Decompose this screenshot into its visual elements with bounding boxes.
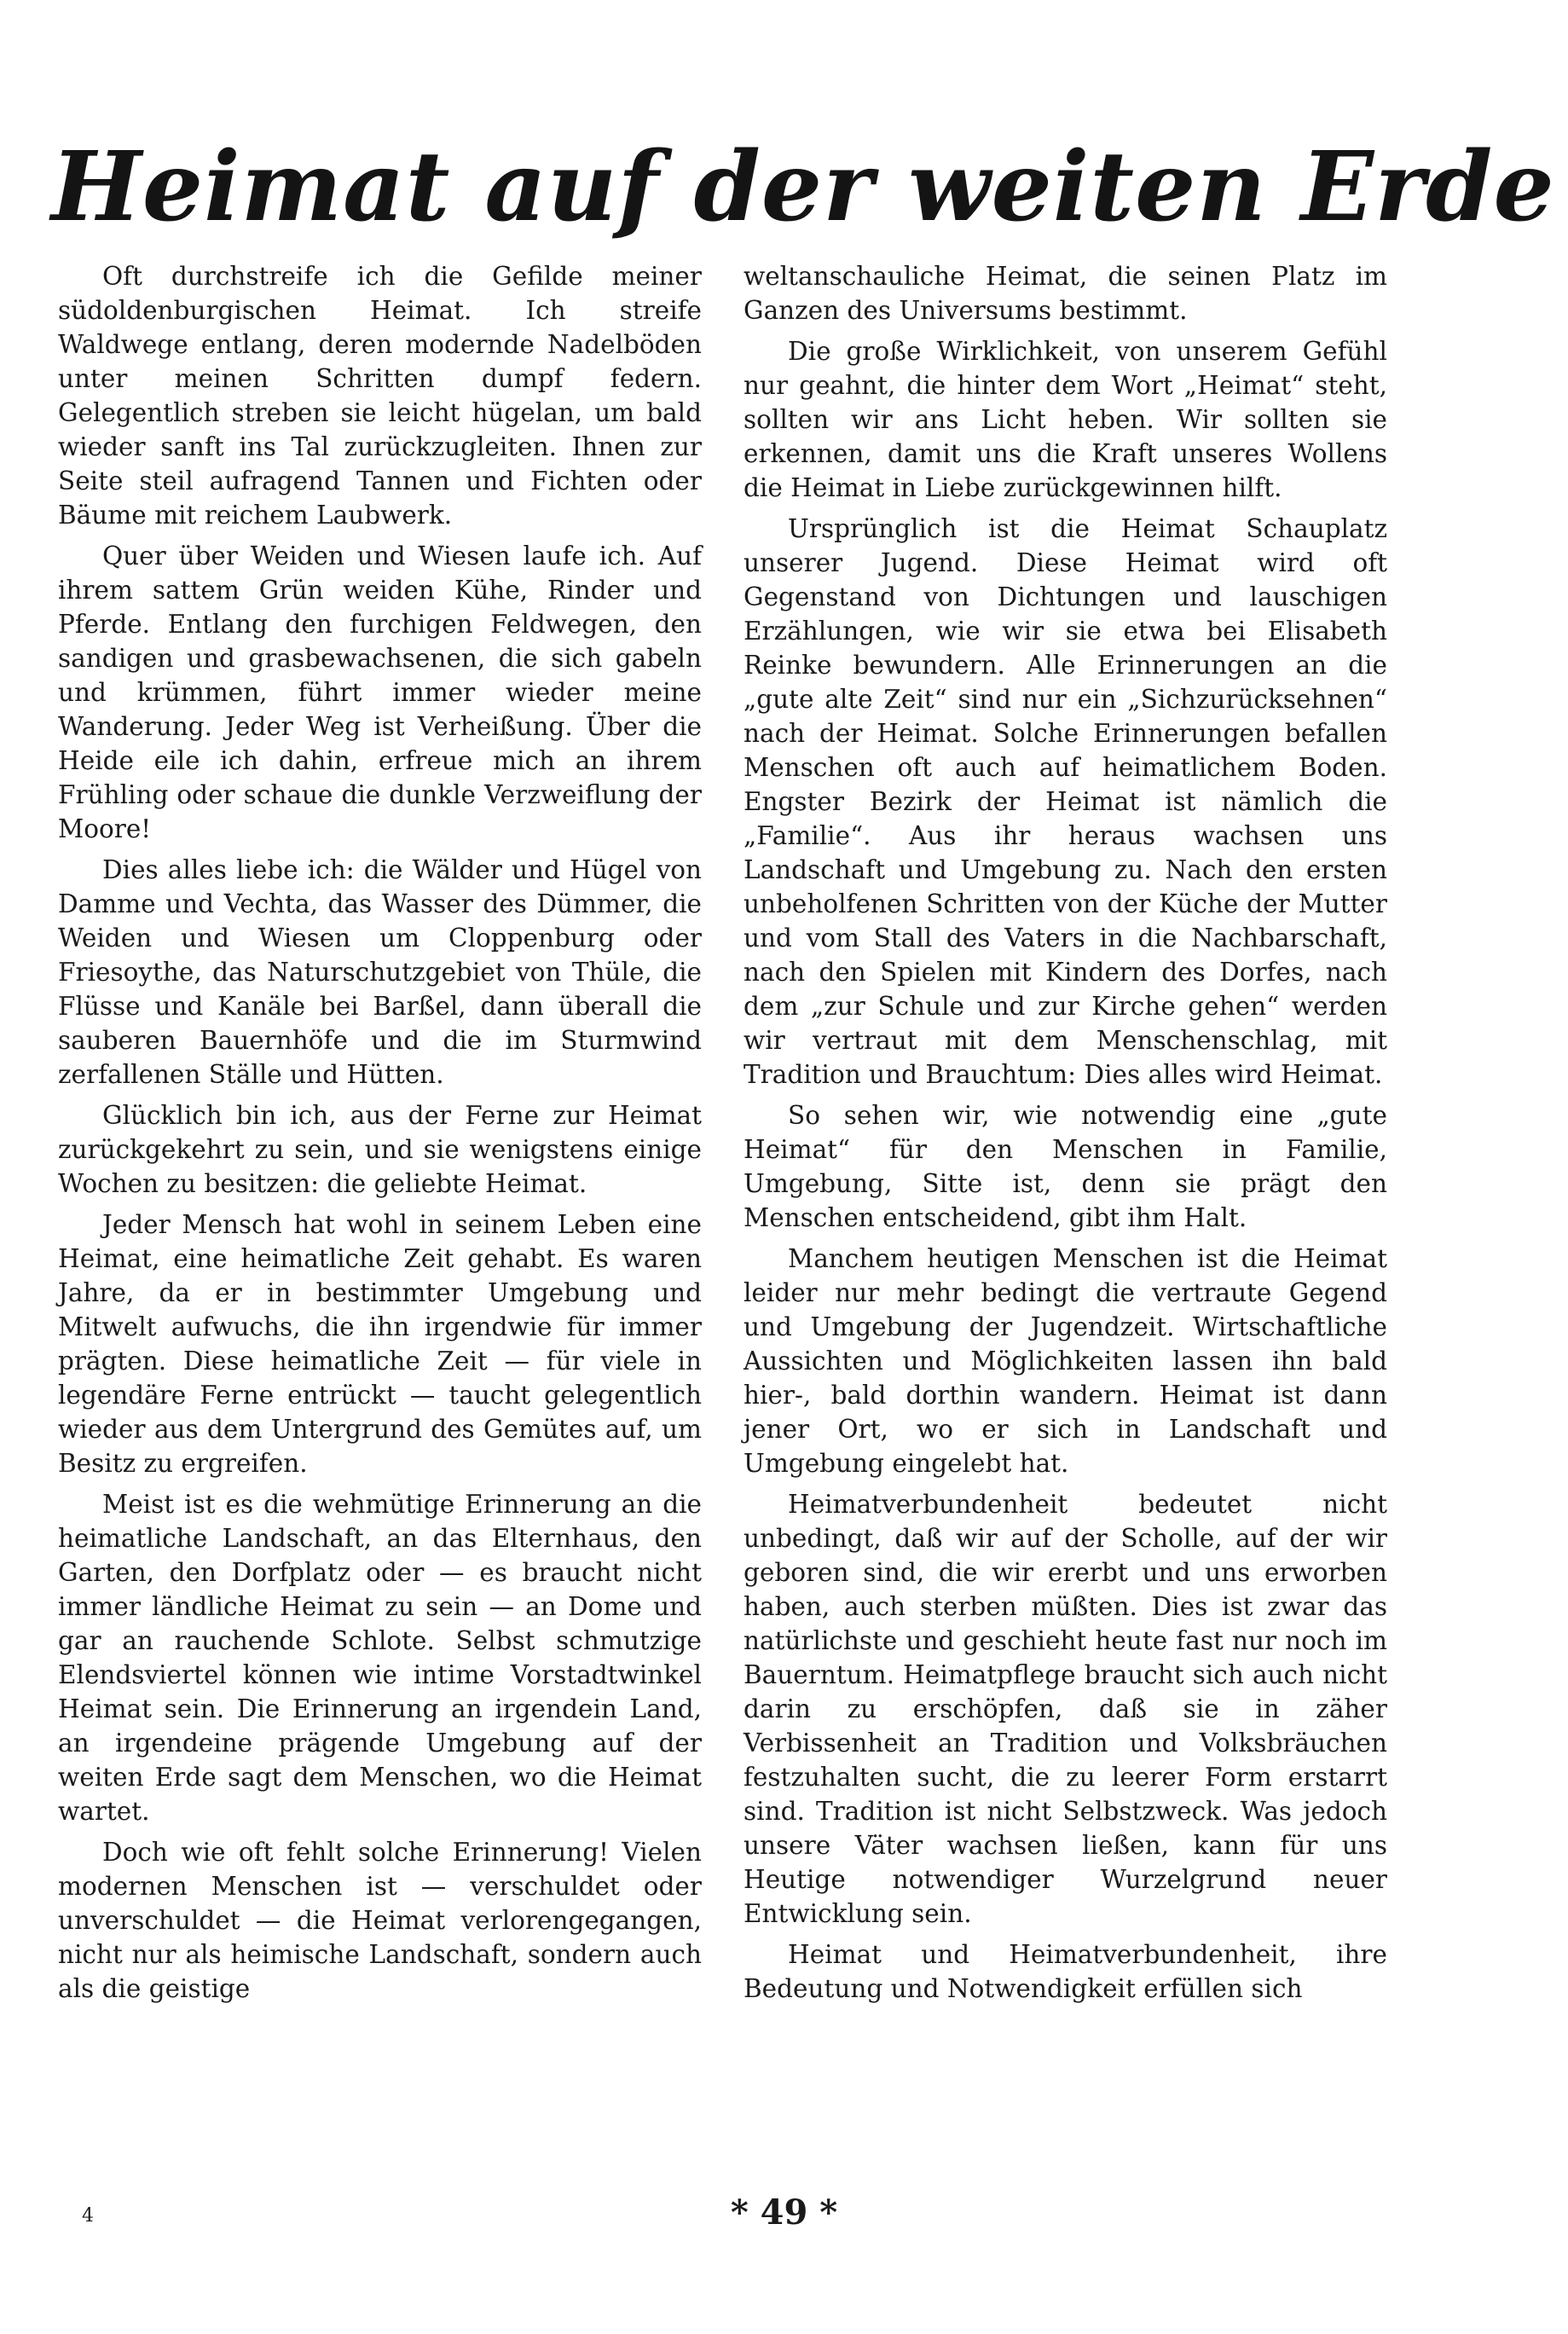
page-mark: 4 xyxy=(82,2205,94,2227)
paragraph: Dies alles liebe ich: die Wälder und Hügel von Damme und Vechta, das Wasser des Dümmer, die Weiden und Wiesen um Cloppenburg oder Friesoythe, das Naturschutzgebiet von Thüle, die Flüsse und Kanäle bei Barßel, dann überall die sauberen Bauernhöfe und die im Sturmwind zerfallenen Ställe und Hütten. xyxy=(58,855,702,1089)
paragraph: Doch wie oft fehlt solche Erinnerung! Vielen modernen Menschen ist — verschuldet oder unverschuldet — die Heimat verlorengegangen, nicht nur als heimische Landschaft, sondern auch als die geistige xyxy=(58,1838,702,2003)
right-column xyxy=(743,259,1387,2013)
paragraph: Manchem heutigen Menschen ist die Heimat leider nur mehr bedingt die vertraute Gegend und Umgebung der Jugendzeit. Wirtschaftliche Aussichten und Möglichkeiten lassen ihn bald hier-, bald dorthin wandern. Heimat ist dann jener Ort, wo er sich in Landschaft und Umgebung eingelebt hat. xyxy=(743,1244,1387,1478)
paragraph: Heimatverbundenheit bedeutet nicht unbedingt, daß wir auf der Scholle, auf der wir geboren sind, die wir ererbt und uns erworben haben, auch sterben müßten. Dies ist zwar das natürlichste und geschieht heute fast nur noch im Bauerntum. Heimatpflege braucht sich auch nicht darin zu erschöpfen, daß sie in zäher Verbissenheit an Tradition und Volksbräuchen festzuhalten sucht, die zu leerer Form erstarrt sind. Tradition ist nicht Selbstzweck. Was jedoch unsere Väter wachsen ließen, kann für uns Heutige notwendiger Wurzelgrund neuer Entwicklung sein. xyxy=(743,1490,1387,1928)
paragraph: Jeder Mensch hat wohl in seinem Leben eine Heimat, eine heimatliche Zeit gehabt. Es waren Jahre, da er in bestimmter Umgebung und Mitwelt aufwuchs, die ihn irgendwie für immer prägten. Diese heimatliche Zeit — für viele in legendäre Ferne entrückt — taucht gelegentlich wieder aus dem Untergrund des Gemütes auf, um Besitz zu ergreifen. xyxy=(58,1210,702,1478)
paragraph: Die große Wirklichkeit, von unserem Gefühl nur geahnt, die hinter dem Wort „Heimat“ steht, sollten wir ans Licht heben. Wir sollten sie erkennen, damit uns die Kraft unseres Wollens die Heimat in Liebe zurückgewinnen hilft. xyxy=(743,337,1387,502)
paragraph: Heimat und Heimatverbundenheit, ihre Bedeutung und Notwendigkeit erfüllen sich xyxy=(743,1940,1387,2003)
paragraph: Meist ist es die wehmütige Erinnerung an die heimatliche Landschaft, an das Elternhaus, den Garten, den Dorfplatz oder — es braucht nicht immer ländliche Heimat zu sein — an Dome und gar an rauchende Schlote. Selbst schmutzige Elendsviertel können wie intime Vorstadtwinkel Heimat sein. Die Erinnerung an irgendein Land, an irgendeine prägende Umgebung auf der weiten Erde sagt dem Menschen, wo die Heimat wartet. xyxy=(58,1490,702,1826)
left-column xyxy=(58,259,702,2013)
paragraph: Quer über Weiden und Wiesen laufe ich. Auf ihrem sattem Grün weiden Kühe, Rinder und Pferde. Entlang den furchigen Feldwegen, den sandigen und grasbewachsenen, die sich gabeln und krümmen, führt immer wieder meine Wanderung. Jeder Weg ist Verheißung. Über die Heide eile ich dahin, erfreue mich an ihrem Frühling oder schaue die dunkle Verzweiflung der Moore! xyxy=(58,542,702,843)
paragraph: So sehen wir, wie notwendig eine „gute Heimat“ für den Menschen in Familie, Umgebung, Sitte ist, denn sie prägt den Menschen entscheidend, gibt ihm Halt. xyxy=(743,1101,1387,1232)
paragraph-continuation: weltanschauliche Heimat, die seinen Platz im Ganzen des Universums bestimmt. xyxy=(743,262,1387,325)
paragraph: Oft durchstreife ich die Gefilde meiner südoldenburgischen Heimat. Ich streife Waldwege entlang, deren modernde Nadelböden unter meinen Schritten dumpf federn. Gelegentlich streben sie leicht hügelan, um bald wieder sanft ins Tal zurückzugleiten. Ihnen zur Seite steil aufragend Tannen und Fichten oder Bäume mit reichem Laubwerk. xyxy=(58,262,702,530)
paragraph: Glücklich bin ich, aus der Ferne zur Heimat zurückgekehrt zu sein, und sie wenigstens einige Wochen zu besitzen: die geliebte Heimat. xyxy=(58,1101,702,1198)
page-number: * 49 * xyxy=(730,2192,838,2233)
paragraph: Ursprünglich ist die Heimat Schauplatz unserer Jugend. Diese Heimat wird oft Gegenstand von Dichtungen und lauschigen Erzählungen, wie wir sie etwa bei Elisabeth Reinke bewundern. Alle Erinnerungen an die „gute alte Zeit“ sind nur ein „Sichzurücksehnen“ nach der Heimat. Solche Erinnerungen befallen Menschen oft auch auf heimatlichem Boden. Engster Bezirk der Heimat ist nämlich die „Familie“. Aus ihr heraus wachsen uns Landschaft und Umgebung zu. Nach den ersten unbeholfenen Schritten von der Küche der Mutter und vom Stall des Vaters in die Nachbarschaft, nach den Spielen mit Kindern des Dorfes, nach dem „zur Schule und zur Kirche gehen“ werden wir vertraut mit dem Menschenschlag, mit Tradition und Brauchtum: Dies alles wird Heimat. xyxy=(743,514,1387,1089)
article-title: Heimat auf der weiten Erde xyxy=(51,131,1555,243)
